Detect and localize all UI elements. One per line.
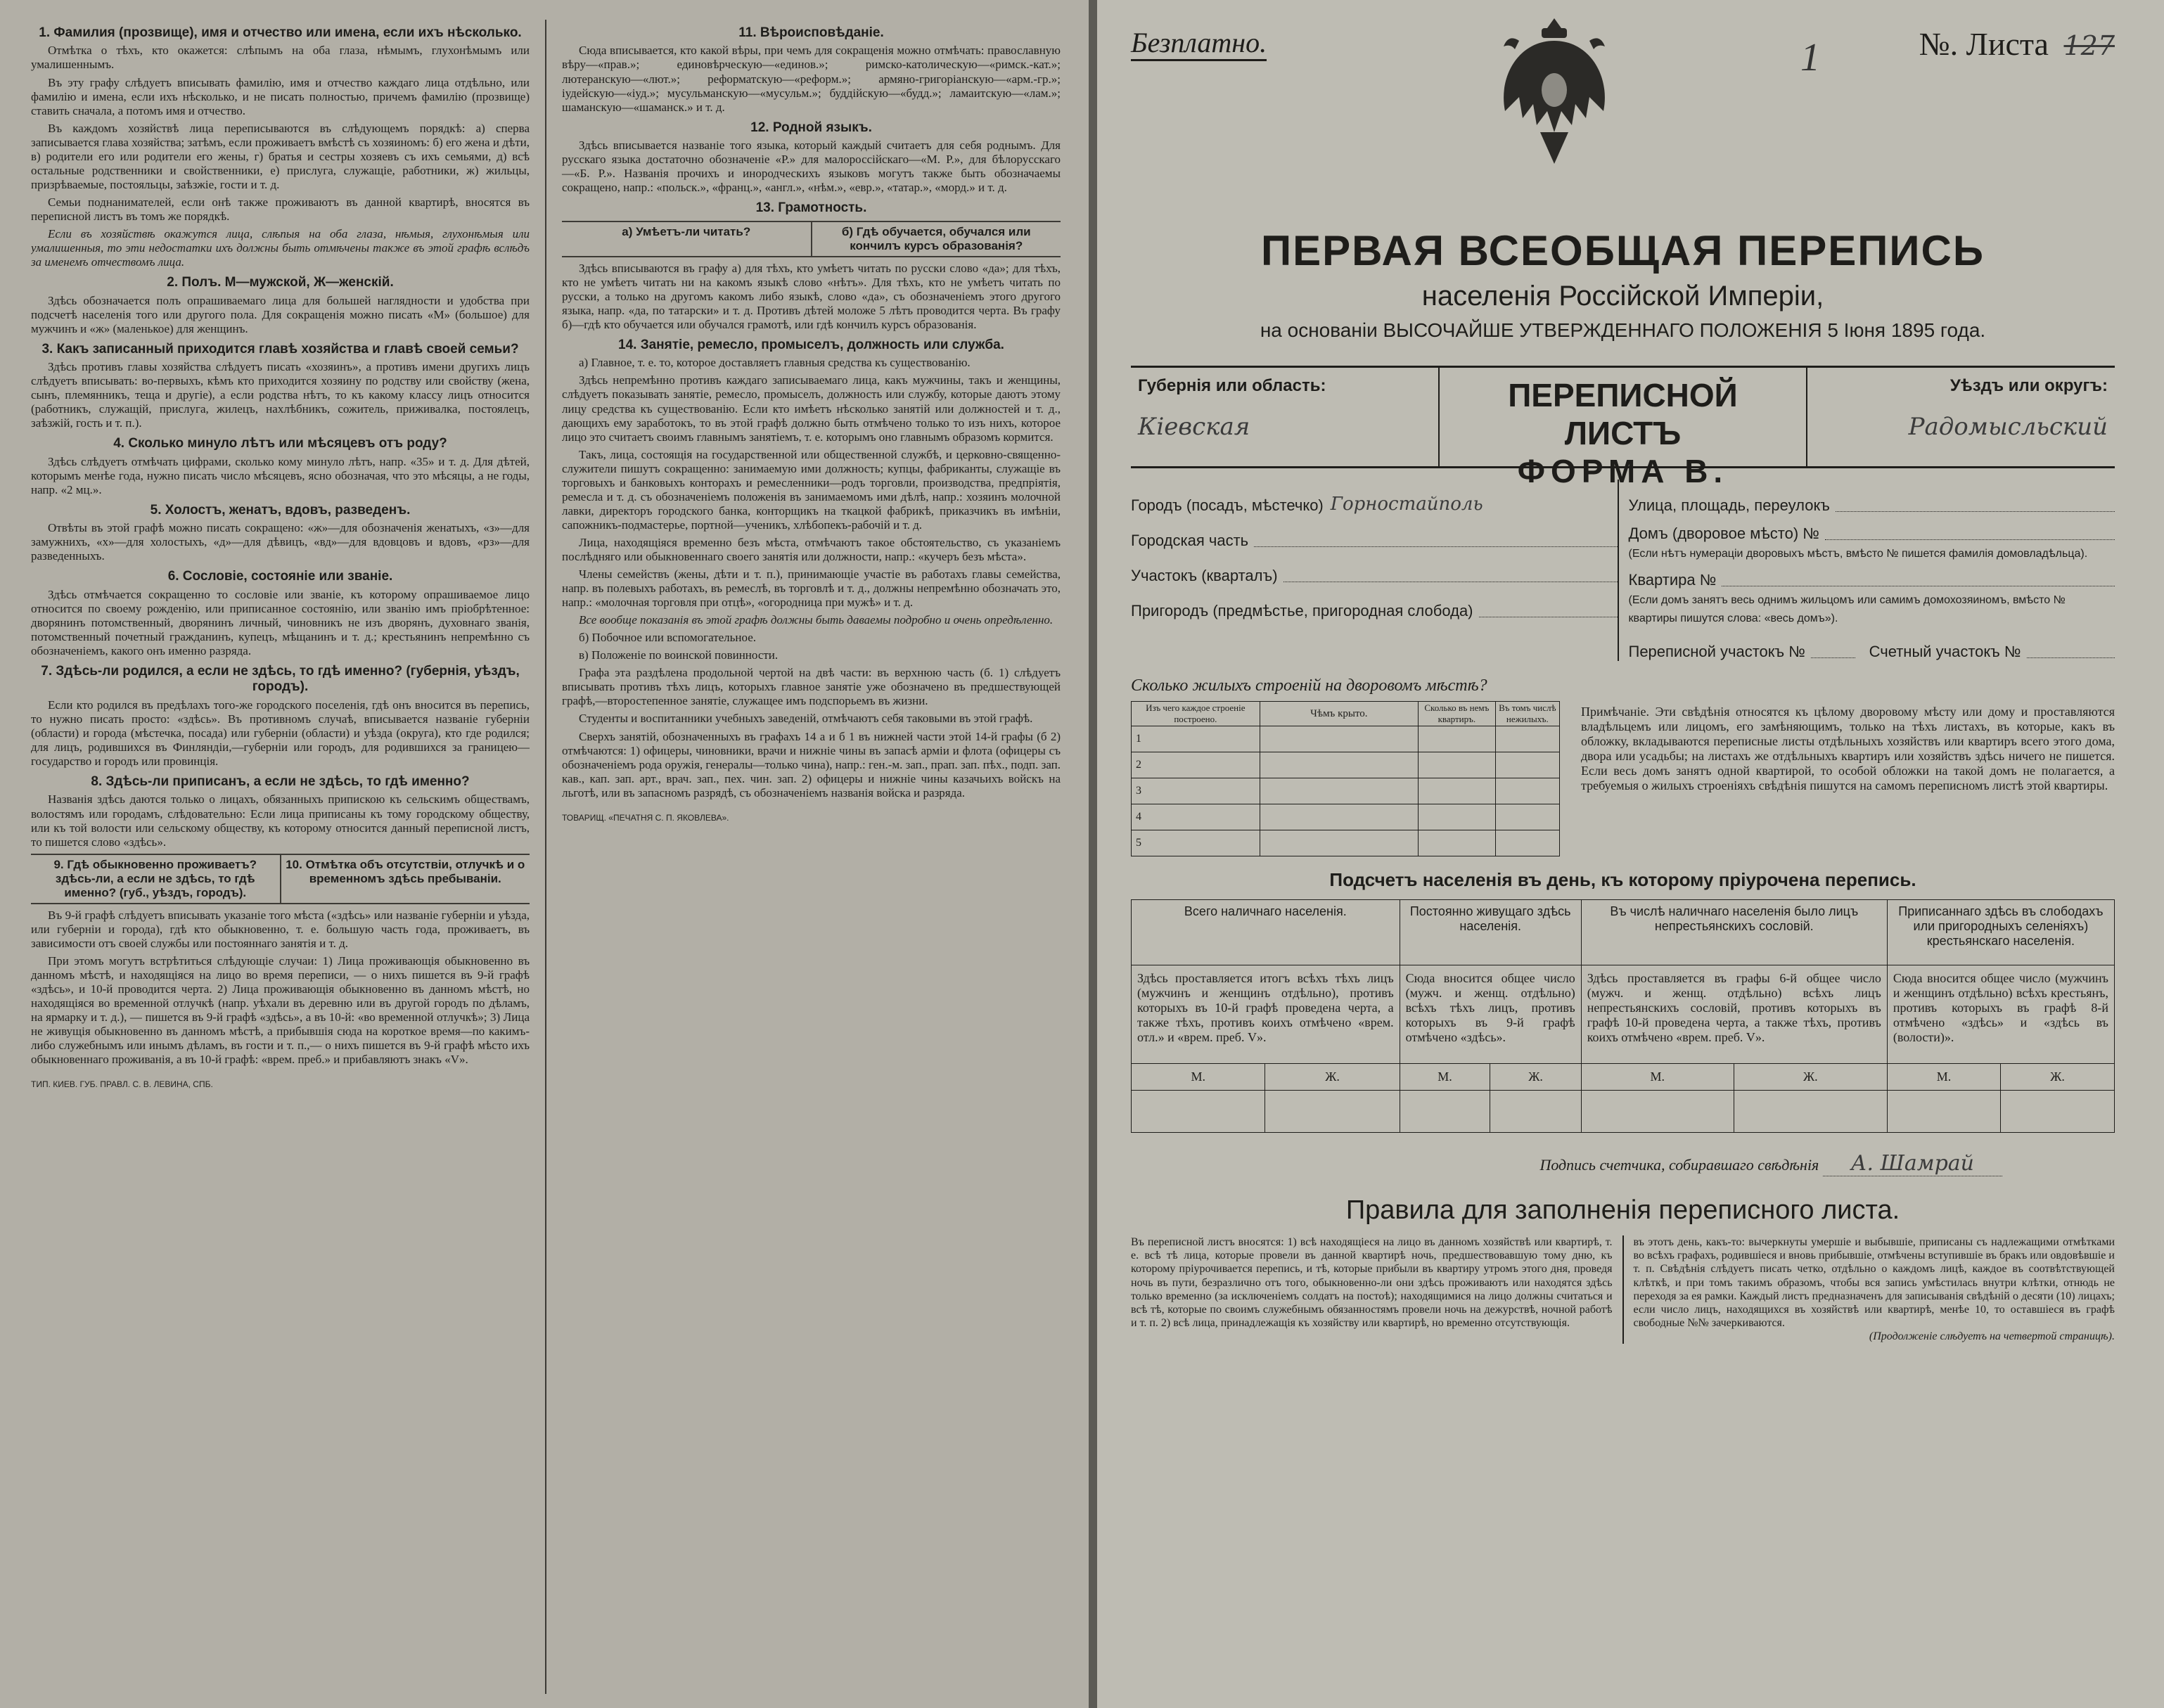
table-row <box>1132 830 1560 856</box>
item-1-mark: Отмѣтка о тѣхъ, кто окажется: слѣпымъ на оба глаза, нѣмымъ, глухонѣмымъ или умалишеннымъ. <box>31 44 530 72</box>
address-left <box>1131 480 1618 661</box>
male-header: М. <box>1132 1064 1265 1091</box>
structures-left <box>1131 676 1560 856</box>
district-value: Радомысльский <box>1908 413 2108 441</box>
item-6-text: Здѣсь отмѣчается сокращенно то сословіе или званіе, къ которому опрашиваемое лицо относится по своему рожденію, или приписанное состоянію, или званію имъ пріобрѣтенное: дворянинъ потомственный, дворянинъ личный, чиновникъ не изъ дворянъ, духовнаго званія, потомственный почетный гражданинъ, купецъ, мѣщанинъ и т. д.; крестьянинъ непремѣнно съ обозначеніемъ, какого онъ именно разряда. <box>31 587 530 657</box>
item-14a-heading: а) Главное, т. е. то, которое доставляетъ главныя средства къ существованію. <box>579 356 971 370</box>
form-title: ПЕРЕПИСНОЙ ЛИСТЪ <box>1508 377 1738 451</box>
stab-cell[interactable] <box>1495 726 1559 752</box>
count-cell[interactable] <box>1734 1091 1887 1133</box>
table-row <box>1132 752 1560 778</box>
population-count-title: Подсчетъ населенія въ день, къ которому пріурочена перепись. <box>1329 869 1916 890</box>
form-title-cell <box>1438 368 1807 489</box>
stab-header-nonres: Въ томъ числѣ нежилыхъ. <box>1495 702 1559 726</box>
male-header: М. <box>1887 1064 2000 1091</box>
province-cell <box>1131 368 1438 466</box>
ctab-text-peasant: Сюда вносится общее число (мужчинъ и женщинъ отдѣльно) всѣхъ крестьянъ, противъ которыхъ въ графѣ 8-й отмѣчено «здѣсь» и «здѣсь въ (волости)». <box>1887 965 2114 1064</box>
street-label: Улица, площадь, переулокъ <box>1628 496 1830 514</box>
stab-cell[interactable] <box>1419 778 1496 804</box>
ctab-header-permanent: Постоянно живущаго здѣсь населенія. <box>1400 900 1581 965</box>
census-title: ПЕРВАЯ ВСЕОБЩАЯ ПЕРЕПИСЬ <box>1261 227 1985 274</box>
item-1-text: Въ эту графу слѣдуетъ вписывать фамилію, имя и отчество каждаго лица отдѣльно, или фамилію и имена, если ихъ нѣсколько, и не писать полностью, причемъ фамилію (прозвище) ставить сначала, а потомъ имя и отчество. <box>31 75 530 117</box>
top-line <box>1131 15 2115 72</box>
item-7-text: Если кто родился въ предѣлахъ того-же городского поселенія, гдѣ онъ вносится въ перепись, то нужно писать просто: «здѣсь». Въ противномъ случаѣ, вписывается названіе губерніи (области) и города (мѣстечка, посада) или губерніи (области) и уѣзда (округа), кто где родился; для лицъ, родившихся въ Финляндіи,—губерніи или городъ, для родившихся за границею—государство и городъ или провинція. <box>31 698 530 769</box>
signature-value: А. Шамрай <box>1823 1151 2002 1176</box>
row-number: 5 <box>1132 830 1260 856</box>
house-field[interactable] <box>1825 539 2115 540</box>
item-14-text-5: Все вообще показанія въ этой графѣ должны быть даваемы подробно и очень опредѣленно. <box>579 613 1054 627</box>
row-number: 2 <box>1132 752 1260 778</box>
stab-cell[interactable] <box>1260 778 1418 804</box>
item-7-heading: 7. Здѣсь-ли родился, а если не здѣсь, то гдѣ именно? (губернія, уѣздъ, городъ). <box>41 664 520 695</box>
street-field[interactable] <box>1836 511 2115 512</box>
sheet-number-label: №. Листа <box>1919 25 2049 62</box>
free-label: Безплатно. <box>1131 26 1267 61</box>
census-basis: на основаніи ВЫСОЧАЙШЕ УТВЕРЖДЕННАГО ПОЛОЖЕНІЯ 5 Іюня 1895 года. <box>1260 319 1986 341</box>
stab-cell[interactable] <box>1260 804 1418 830</box>
count-cell[interactable] <box>1400 1091 1490 1133</box>
female-header: Ж. <box>1734 1064 1887 1091</box>
item-13b-heading: б) Гдѣ обучается, обучался или кончилъ курсъ образованія? <box>811 222 1061 256</box>
district-cell <box>1807 368 2115 466</box>
item-14-text-8: Сверхъ занятій, обозначенныхъ въ графахъ 14 а и б 1 въ нижней части этой 14-й графы (б 2) отмѣчаются: 1) офицеры, чиновники, врачи и нижніе чины въ запасѣ арміи и флота (офицеры съ обозначеніемъ рода оружія, генералы—только чина), напр.: ген.-м. зап., прап. зап. пѣх., подп. зап. кав., кап. зап. арт., врач. зап., пех. чин. зап. 2) офицеры и нижніе чины казачьихъ войскъ на льготѣ, или въ запасномъ разрядѣ, съ обозначеніемъ названія войска и разряда. <box>562 729 1061 800</box>
stab-cell[interactable] <box>1260 726 1418 752</box>
row-number: 4 <box>1132 804 1260 830</box>
item-1-order: Въ каждомъ хозяйствѣ лица переписываются въ слѣдующемъ порядкѣ: а) сперва записывается глава хозяйства; затѣмъ, если проживаетъ вмѣстѣ съ хозяиномъ: б) его жена и дѣти, в) родители его или родители его жены, г) братья и сестры хозяевъ съ ихъ семьями, д) всѣ остальные родственники и свойственники, е) прислуга, служащіе, работники, ж) жильцы, призрѣваемые, постояльцы, заѣзжіе, гости и т. д. <box>31 121 530 191</box>
item-3-text: Здѣсь противъ главы хозяйства слѣдуетъ писать «хозяинъ», а противъ имени другихъ лицъ слѣдуетъ вписывать: во-первыхъ, кѣмъ кто приходится хозяину по родству или свойству (жена, сынъ, племянникъ, теща и другіе), а если родства нѣтъ, то къ какому классу лицъ относится (работникъ, служащій, прислуга, жилецъ, нахлѣбникъ, сожитель, приживалка, постоялецъ, заѣзжій, гость и т. п.). <box>31 360 530 430</box>
suburb-label: Пригородъ (предмѣстье, пригородная слобода) <box>1131 602 1473 619</box>
sheet-number <box>1919 25 2115 63</box>
count-cell[interactable] <box>1490 1091 1581 1133</box>
item-13-heading: 13. Грамотность. <box>755 200 867 216</box>
instructions-column-2 <box>545 20 1061 1694</box>
stab-cell[interactable] <box>1260 830 1418 856</box>
section-label: Участокъ (кварталъ) <box>1131 567 1278 584</box>
stab-header-material: Изъ чего каждое строеніе построено. <box>1132 702 1260 726</box>
stab-cell[interactable] <box>1419 830 1496 856</box>
stab-header-roof: Чѣмъ крыто. <box>1260 702 1418 726</box>
ctab-header-peasant: Приписаннаго здѣсь въ слободахъ или пригородныхъ селеніяхъ) крестьянскаго населенія. <box>1887 900 2114 965</box>
address-block <box>1131 480 2115 661</box>
city-value: Горностайполь <box>1330 494 1483 515</box>
item-11-text: Сюда вписывается, кто какой вѣры, при чемъ для сокращенія можно отмѣчать: православную вѣру—«прав.»; единовѣрческую—«единов.»; римско-католическую—«римск.-кат.»; лютеранскую—«лют.»; реформатскую—«реформ.»; армяно-григоріанскую—«арм.-гр.»; іудейскую—«іуд.»; мусульманскую—«мусульм.»; буддійскую—«будд.»; ламаитскую—«лам.»; шаманскую—«шаманск.» и т. д. <box>562 44 1061 114</box>
item-12-text: Здѣсь вписывается названіе того языка, который каждый считаетъ для себя роднымъ. Для русскаго языка достаточно обозначеніе «Р.» для малороссійскаго—«М. Р.», для бѣлорусскаго—«Б. Р.». Названія прочихъ и инородческихъ языковъ могутъ также быть обозначаемы сокращено, напр.: «польск.», «франц.», «англ.», «нѣм.», «евр.», «татар.», «морд.» и т. д. <box>562 139 1061 195</box>
structures-table <box>1131 701 1560 856</box>
item-1-families: Семьи поднанимателей, если онѣ также проживаютъ въ данной квартирѣ, вносятся въ переписной листъ въ томъ же порядкѣ. <box>31 195 530 223</box>
count-cell[interactable] <box>1887 1091 2000 1133</box>
count-area-label: Счетный участокъ № <box>1869 643 2021 660</box>
structures-note: Примѣчаніе. Эти свѣдѣнія относятся къ цѣлому дворовому мѣсту или дому и проставляются владѣльцемъ или лицомъ, его замѣняющимъ, только на тѣхъ листахъ, въ которые, какъ въ обложку, вкладываются переписные листы отдѣльныхъ хозяйствъ или квартиръ всего этого дома, двора или усадьбы; на листахъ же отдѣльныхъ квартиръ или хозяйствъ здѣсь ничего не пишется. Если весь домъ занятъ одной квартирой, то особой обложки на такой домъ не полагается, а требуемыя о жилыхъ строеніяхъ свѣдѣнія пишутся на самомъ переписномъ листѣ этой квартиры. <box>1581 705 2115 792</box>
item-6-heading: 6. Сословіе, состояніе или званіе. <box>167 569 393 584</box>
item-10-heading: 10. Отмѣтка объ отсутствіи, отлучкѣ и о временномъ здѣсь пребываніи. <box>280 855 530 903</box>
province-label: Губернія или область: <box>1138 376 1326 395</box>
rules-column-2-text: въ этотъ день, какъ-то: вычеркнуты умершіе и выбывшіе, приписаны съ надлежащими отмѣтками во всѣхъ графахъ, родившіеся и вновь прибывшіе, отмѣчены вступившіе въ бракъ или овдовѣвшіе и т. п. Свѣдѣнія слѣдуетъ писать четко, отдѣльно о каждомъ лицѣ, каждое въ соотвѣтствующей клѣткѣ, и при томъ такимъ образомъ, чтобы вся запись умѣстилась внутри клѣтки, отнюдь не переходя за ея рамки. Каждый листъ предназначенъ для записыванія свѣдѣній о десяти (10) лицахъ; если число лицъ, находящихся въ хозяйствѣ или квартирѣ, менѣе 10, то оставшіеся въ графѣ свободные №№ зачеркиваются. <box>1633 1236 2115 1330</box>
male-header: М. <box>1581 1064 1734 1091</box>
item-8-text: Названія здѣсь даются только о лицахъ, обязанныхъ припискою къ сельскимъ обществамъ, волостямъ или городамъ, слѣдовательно: Если лица приписаны къ тому городскому обществу, или къ той волости или сельскому обществу, къ которому относится данный переписной листъ, то пишется слово «здѣсь». <box>31 792 530 849</box>
item-4-heading: 4. Сколько минуло лѣтъ или мѣсяцевъ отъ роду? <box>113 436 447 451</box>
stab-cell[interactable] <box>1495 752 1559 778</box>
printer-imprint-left: ТИП. КИЕВ. ГУБ. ПРАВЛ. С. В. ЛЕВИНА, СПБ. <box>31 1079 213 1090</box>
item-14-text-2: Такъ, лица, состоящія на государственной или общественной службѣ, и церковно-священно-служители пишутъ сокращенно: занимаемую ими должность; купцы, фабриканты, служащіе въ торговыхъ и банковыхъ конторахъ и ремесленники—родъ торговли, производства, предпріятія, ремесла и т. д. съ обозначеніемъ положенія въ занимаемомъ ими дѣлѣ, напр.: хозяинъ молочной лавки, директоръ городского банка, конторщикъ на ткацкой фабрикѣ, приказчикъ въ имѣніи, сапожникъ-подмастерье, портной—ученикъ, хлѣбопекъ-рабочій и т. д. <box>562 447 1061 532</box>
ctab-header-present: Всего наличнаго населенія. <box>1132 900 1400 965</box>
count-cell[interactable] <box>1132 1091 1265 1133</box>
female-header: Ж. <box>2001 1064 2115 1091</box>
form-header <box>1131 366 2115 489</box>
flat-label: Квартира № <box>1628 571 1717 589</box>
item-2-heading: 2. Полъ. М—мужской, Ж—женскій. <box>167 275 394 290</box>
item-14-text-6: Графа эта раздѣлена продольной чертой на двѣ части: въ верхнюю часть (б. 1) слѣдуетъ вписывать противъ тѣхъ лицъ, которыхъ главное занятіе уже обозначено въ предшествующей графѣ,—второстепенное занятіе, служащее имъ подспорьемъ въ жизни. <box>562 666 1061 708</box>
item-1-defects: Если въ хозяйствѣ окажутся лица, слѣпыя на оба глаза, нѣмыя, глухонѣмыя или умалишенныя, то эти недостатки ихъ должны быть отмѣчены также въ этой графѣ вслѣдъ за именемъ отчествомъ лица. <box>31 226 530 269</box>
ctab-text-permanent: Сюда вносится общее число (мужч. и женщ. отдѣльно) всѣхъ тѣхъ лицъ, противъ которыхъ въ 9-й графѣ отмѣчено «здѣсь». <box>1400 965 1581 1064</box>
row-number: 1 <box>1132 726 1260 752</box>
item-14c-heading: в) Положеніе по воинской повинности. <box>579 648 779 662</box>
item-9-heading: 9. Гдѣ обыкновенно проживаетъ? здѣсь-ли, а если не здѣсь, то гдѣ именно? (губ., уѣздъ, городъ). <box>53 857 257 899</box>
flat-note: (Если домъ занятъ весь однимъ жильцомъ или самимъ домохозяиномъ, вмѣсто № квартиры пишутся слова: «весь домъ»). <box>1628 594 2066 624</box>
address-right <box>1618 480 2115 661</box>
rules-column-1: Въ переписной листъ вносятся: 1) всѣ находящіеся на лицо въ данномъ хозяйствѣ или квартирѣ, т. е. всѣ тѣ лица, которые провели въ данной квартирѣ ночь, предшествовавшую тому дню, къ которому пріурочивается перепись, и тѣ, которые прибыли въ квартиру утромъ этого дня, проведя ночь въ пути, безразлично отъ того, обыкновенно-ли они здѣсь проживаютъ или находятся здѣсь только временно (за исключеніемъ солдатъ на постоѣ); находящимися на лицо должны считаться и всѣ тѣ, которые по своимъ служебнымъ обязанностямъ провели ночь на дежурствѣ, ночной работѣ и т. п. 2) всѣ лица, принадлежащія къ хозяйству или квартирѣ, но временно отсутствующія. <box>1131 1236 1613 1330</box>
printer-imprint-right: ТОВАРИЩ. «ПЕЧАТНЯ С. П. ЯКОВЛЕВА». <box>562 812 729 823</box>
census-area-field[interactable] <box>1811 657 1855 658</box>
item-14-text-1: Здѣсь непремѣнно противъ каждаго записываемаго лица, какъ мужчины, такъ и женщины, слѣдуетъ показывать занятіе, ремесло, промыселъ, должность или службу, которые даютъ этому лицу средства къ существованію. Если кто имѣетъ нѣсколько занятій или должностей и т. д., дающихъ ему заработокъ, то въ этой графѣ должно быть отмѣчено только то изъ нихъ, которое лицо это считаетъ своимъ главнымъ занятіемъ, т. е. которымъ оно главнымъ образомъ кормится. <box>562 373 1061 444</box>
item-14-text-7: Студенты и воспитанники учебныхъ заведеній, отмѣчаютъ себя таковыми въ этой графѣ. <box>579 712 1033 726</box>
item-8-heading: 8. Здѣсь-ли приписанъ, а если не здѣсь, то гдѣ именно? <box>91 774 470 790</box>
stab-cell[interactable] <box>1419 804 1496 830</box>
item-14-text-3: Лица, находящіяся временно безъ мѣста, отмѣчаютъ такое обстоятельство, съ указаніемъ послѣдняго или обыкновеннаго своего занятія или должности, напр.: «кучеръ безъ мѣста». <box>562 535 1061 563</box>
male-header: М. <box>1400 1064 1490 1091</box>
stab-cell[interactable] <box>1495 804 1559 830</box>
city-part-field[interactable] <box>1254 546 1617 547</box>
stab-cell[interactable] <box>1419 752 1496 778</box>
item-12-heading: 12. Родной языкъ. <box>750 120 872 135</box>
double-headed-eagle-emblem-icon <box>1491 13 1618 167</box>
count-cell[interactable] <box>1265 1091 1400 1133</box>
structures-question: Сколько жилыхъ строеній на дворовомъ мѣстѣ? <box>1131 676 1487 695</box>
count-cell[interactable] <box>1581 1091 1734 1133</box>
table-row <box>1132 804 1560 830</box>
signature-label: Подпись счетчика, собиравшаго свѣдѣнія <box>1539 1156 1819 1174</box>
item-3-heading: 3. Какъ записанный приходится главѣ хозяйства и главѣ своей семьи? <box>41 341 519 357</box>
ctab-header-nonpeasant: Въ числѣ наличнаго населенія было лицъ непрестьянскихъ сословій. <box>1581 900 1887 965</box>
enumerator-signature-line <box>1131 1151 2115 1176</box>
rules-title: Правила для заполненія переписного листа. <box>1345 1195 1900 1225</box>
item-14-heading: 14. Занятіе, ремесло, промыселъ, должность или служба. <box>618 337 1004 352</box>
stab-cell[interactable] <box>1419 726 1496 752</box>
house-label: Домъ (дворовое мѣсто) № <box>1628 525 1819 542</box>
item-13-header <box>562 221 1061 257</box>
item-13-text: Здѣсь вписываются въ графу а) для тѣхъ, кто умѣетъ читать по русски слово «да»; для тѣхъ, кто не умѣетъ читать ни на какомъ языкѣ слово «нѣтъ». Для тѣхъ, кто не умѣетъ читать по русски, а только на другомъ какомъ либо языкѣ, слово «да», съ обозначеніемъ этого другого языка, напр. «да, по татарски» и т. д. Противъ дѣтей моложе 5 лѣтъ проводится черта. Въ графу б)—гдѣ кто обучается или обучался грамотѣ, или гдѣ кончилъ курсъ образованія. <box>562 261 1061 331</box>
rules-column-2 <box>1622 1235 2115 1344</box>
item-5-heading: 5. Холостъ, женатъ, вдовъ, разведенъ. <box>150 502 411 518</box>
rules-continuation: (Продолженіе слѣдуетъ на четвертой страницѣ). <box>1869 1330 2115 1343</box>
stab-header-flats: Сколько въ немъ квартиръ. <box>1419 702 1496 726</box>
form-name: ФОРМА В. <box>1517 453 1729 489</box>
items-9-10-text: Въ 9-й графѣ слѣдуетъ вписывать указаніе того мѣста («здѣсь» или названіе губерніи и уѣзда, или губерніи и города), гдѣ кто обыкновенно, т. е. большую часть года, проживаетъ, въ зависимости отъ своей службы или постояннаго занятія и т. д. <box>31 908 530 950</box>
row-number: 3 <box>1132 778 1260 804</box>
items-9-10-header <box>31 854 530 904</box>
rules-block <box>1131 1235 2115 1344</box>
stab-cell[interactable] <box>1260 752 1418 778</box>
structures-block <box>1131 676 2115 856</box>
ctab-text-nonpeasant: Здѣсь проставляется въ графы 6-й общее число (мужч. и женщ. отдѣльно) всѣхъ лицъ непрестьянскихъ сословій, противъ которыхъ въ графѣ 10-й проведена черта, а также тѣхъ, противъ коихъ отмѣчено «врем. преб. V». <box>1581 965 1887 1064</box>
item-2-text: Здѣсь обозначается полъ опрашиваемаго лица для большей наглядности и удобства при подсчетѣ населенія того или другого пола. Для сокращенія можно писать «М» (большое) для мужчинъ и «ж» (маленькое) для женщинъ. <box>31 293 530 335</box>
item-5-text: Отвѣты въ этой графѣ можно писать сокращено: «ж»—для обозначенія женатыхъ, «з»—для замужнихъ, «х»—для холостыхъ, «д»—для дѣвицъ, «вд»—для вдовцовъ и вдовъ, «рз»—для разведенныхъ. <box>31 521 530 563</box>
population-count-table <box>1131 899 2115 1133</box>
item-1-heading: 1. Фамилия (прозвище), имя и отчество или имена, если ихъ нѣсколько. <box>39 25 522 40</box>
ctab-text-present: Здѣсь проставляется итогъ всѣхъ тѣхъ лицъ (мужчинъ и женщинъ отдѣльно), противъ которыхъ въ 10-й графѣ проведена черта, а также тѣхъ, противъ коихъ отмѣчено «врем. отл.» и «врем. преб. V». <box>1132 965 1400 1064</box>
house-note: (Если нѣтъ нумераціи дворовыхъ мѣстъ, вмѣсто № пишется фамилія домовладѣльца). <box>1628 548 2088 560</box>
stab-cell[interactable] <box>1495 830 1559 856</box>
item-14-text-4: Члены семействъ (жены, дѣти и т. п.), принимающіе участіе въ работахъ главы семейства, напр. въ полевыхъ работахъ, въ ремеслѣ, въ торговлѣ и т. д., должны непремѣнно обозначать это, напр.: «молочная торговля при отцѣ», «огородница при мужѣ» и т. д. <box>562 567 1061 610</box>
census-subtitle: населенія Россійской Имперіи, <box>1421 281 1824 312</box>
count-cell[interactable] <box>2001 1091 2115 1133</box>
sheet-number-struck: 127 <box>2063 30 2115 61</box>
items-9-10-cases: При этомъ могутъ встрѣтиться слѣдующіе случаи: 1) Лица проживающія обыкновенно въ данномъ мѣстѣ, и находящіяся на лицо во время переписи, — о нихъ пишется въ 9-й графѣ «здѣсь», и 10-й проводится черта. 2) Лица проживающія обыкновенно въ данномъ мѣстѣ, но находящіяся во временной отлучкѣ (напр. уѣхали въ деревню или въ другой городъ по дѣламъ, на ярмарку и т. д.), — пишется въ 9-й графѣ «здѣсь», а въ 10-й: «во временной отлучкѣ»; 3) Лица не живущія обыкновенно въ данномъ мѣстѣ, а прибывшія сюда на короткое время—по какимъ-либо служебнымъ или инымъ дѣламъ, въ гости и т. п.,— о нихъ пишется въ 9-й графѣ мѣсто ихъ обыкновеннаго проживанія, а въ 10-й графѣ: «врем. преб.» и прибавляютъ знакъ «V». <box>31 953 530 1067</box>
sheet-number-handwritten: 1 <box>1800 36 1820 79</box>
table-row <box>1132 778 1560 804</box>
right-page <box>1097 0 2164 1708</box>
item-4-text: Здѣсь слѣдуетъ отмѣчать цифрами, сколько кому минуло лѣтъ, напр. «35» и т. д. Для дѣтей, которымъ менѣе года, нужно писать число мѣсяцевъ, ясно обозначая, что это мѣсяцы, а не годы, напр. «2 мц.». <box>31 454 530 496</box>
census-area-label: Переписной участокъ № <box>1628 643 1805 660</box>
item-13a-heading: а) Умѣетъ-ли читать? <box>622 224 751 238</box>
stab-cell[interactable] <box>1495 778 1559 804</box>
item-11-heading: 11. Вѣроисповѣданіе. <box>738 25 884 40</box>
female-header: Ж. <box>1265 1064 1400 1091</box>
table-row <box>1132 726 1560 752</box>
city-label: Городъ (посадъ, мѣстечко) <box>1131 496 1324 514</box>
province-value: Кіевская <box>1138 413 1250 441</box>
female-header: Ж. <box>1490 1064 1581 1091</box>
city-part-label: Городская часть <box>1131 532 1249 549</box>
count-area-field[interactable] <box>2027 657 2115 658</box>
district-label: Уѣздъ или округъ: <box>1949 376 2108 395</box>
instructions-column-1 <box>31 20 530 1694</box>
item-14b-heading: б) Побочное или вспомогательное. <box>579 631 757 645</box>
